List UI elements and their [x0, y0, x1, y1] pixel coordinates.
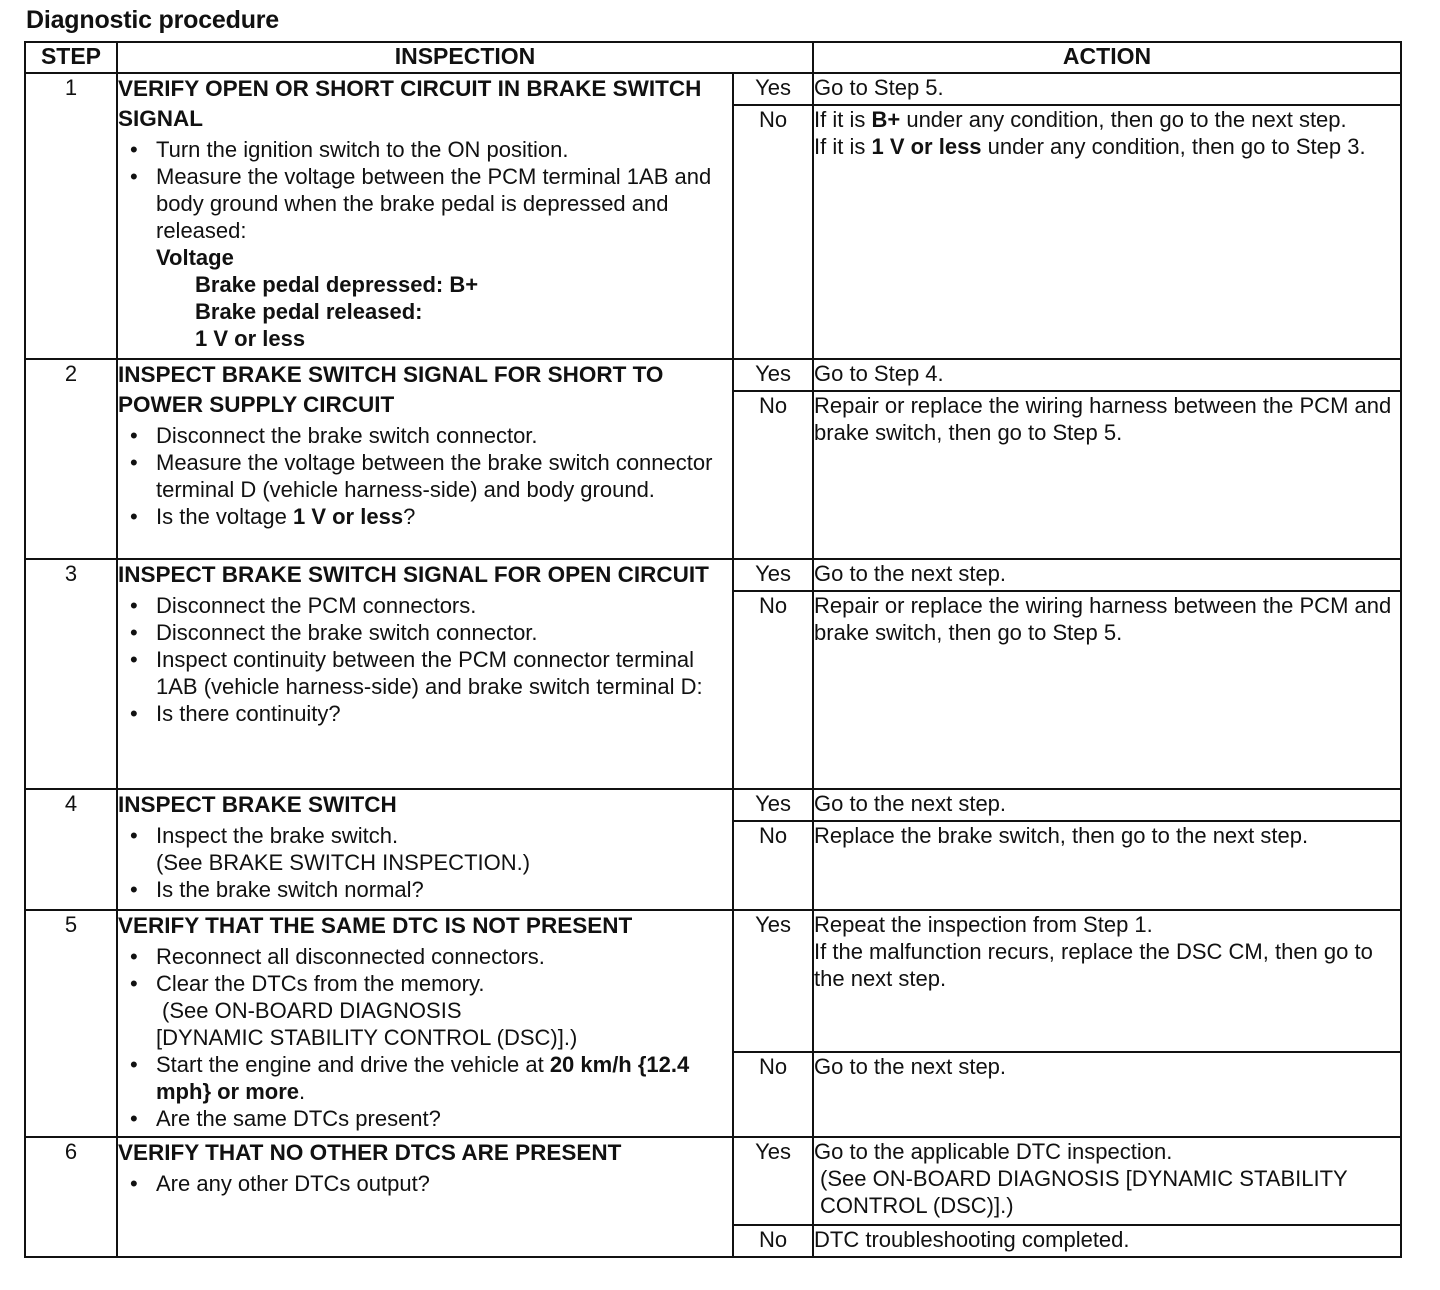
step-1-spec-depressed: Brake pedal depressed: B+ — [195, 272, 479, 297]
step-6-no-label: No — [733, 1225, 813, 1257]
list-item: • Is the brake switch normal? — [118, 876, 732, 903]
step-6-bullets — [118, 1170, 732, 1197]
step-5-yes-row — [25, 910, 1401, 1052]
step-3-no-action: Repair or replace the wiring harness between the PCM and brake switch, then go to Step 5. — [813, 591, 1401, 789]
step-1-no-action-line-2: If it is 1 V or less under any condition, then go to Step 3. — [814, 134, 1366, 159]
list-item: • Are any other DTCs output? — [118, 1170, 732, 1197]
step-2-no-action: Repair or replace the wiring harness between the PCM and brake switch, then go to Step 5. — [813, 391, 1401, 559]
step-5-bullets — [118, 943, 732, 1132]
step-4-inspection — [117, 789, 733, 910]
step-1-number: 1 — [25, 73, 117, 359]
list-item: • Disconnect the brake switch connector. — [118, 422, 732, 449]
list-item: • Inspect the brake switch. (See BRAKE SWITCH INSPECTION.) — [118, 822, 732, 876]
step-2-no-label: No — [733, 391, 813, 559]
step-2-yes-label: Yes — [733, 359, 813, 391]
list-item: • Start the engine and drive the vehicle at 20 km/h {12.4 mph} or more. — [118, 1051, 732, 1105]
step-4-yes-label: Yes — [733, 789, 813, 821]
step-6-number: 6 — [25, 1137, 117, 1257]
step-2-yes-row — [25, 359, 1401, 391]
list-item: • Clear the DTCs from the memory. (See ON-BOARD DIAGNOSIS [DYNAMIC STABILITY CONTROL (DSC)].) — [118, 970, 732, 1051]
page-title: Diagnostic procedure — [26, 6, 279, 34]
step-3-yes-action: Go to the next step. — [813, 559, 1401, 591]
step-5-yes-action: Repeat the inspection from Step 1. If the malfunction recurs, replace the DSC CM, then go to the next step. — [813, 910, 1401, 1052]
header-inspection: INSPECTION — [117, 42, 813, 73]
step-1-spec-label: Voltage — [156, 245, 234, 270]
list-item: • Are the same DTCs present? — [118, 1105, 732, 1132]
step-4-title: INSPECT BRAKE SWITCH — [118, 792, 397, 817]
step-2-title: INSPECT BRAKE SWITCH SIGNAL FOR SHORT TO POWER SUPPLY CIRCUIT — [118, 362, 664, 417]
step-1-yes-action: Go to Step 5. — [813, 73, 1401, 105]
list-item: • Is the voltage 1 V or less? — [118, 503, 732, 530]
step-5-yes-label: Yes — [733, 910, 813, 1052]
step-1-inspection — [117, 73, 733, 359]
step-5-inspection — [117, 910, 733, 1137]
step-6-yes-row — [25, 1137, 1401, 1225]
list-item: • Turn the ignition switch to the ON position. — [118, 136, 732, 163]
step-1-spec-released-value: 1 V or less — [195, 326, 306, 351]
step-1-yes-row — [25, 73, 1401, 105]
step-5-no-label: No — [733, 1052, 813, 1137]
step-2-number: 2 — [25, 359, 117, 559]
step-4-no-label: No — [733, 821, 813, 910]
step-2-bullets — [118, 422, 732, 530]
step-3-title: INSPECT BRAKE SWITCH SIGNAL FOR OPEN CIRCUIT — [118, 562, 709, 587]
step-6-inspection — [117, 1137, 733, 1257]
step-3-number: 3 — [25, 559, 117, 789]
list-item: • Inspect continuity between the PCM connector terminal 1AB (vehicle harness-side) and brake switch terminal D: — [118, 646, 732, 700]
header-action: ACTION — [813, 42, 1401, 73]
list-item: • Reconnect all disconnected connectors. — [118, 943, 732, 970]
header-step: STEP — [25, 42, 117, 73]
list-item: • Measure the voltage between the PCM terminal 1AB and body ground when the brake pedal is depressed and released: — [118, 163, 732, 244]
step-4-yes-row — [25, 789, 1401, 821]
step-6-no-action: DTC troubleshooting completed. — [813, 1225, 1401, 1257]
step-6-title: VERIFY THAT NO OTHER DTCS ARE PRESENT — [118, 1140, 622, 1165]
step-1-spec-released: Brake pedal released: — [195, 299, 423, 324]
list-item: • Is there continuity? — [118, 700, 732, 727]
step-5-no-action: Go to the next step. — [813, 1052, 1401, 1137]
step-1-no-action — [813, 105, 1401, 359]
step-2-inspection — [117, 359, 733, 559]
step-3-no-label: No — [733, 591, 813, 789]
step-3-bullets — [118, 592, 732, 727]
step-3-yes-label: Yes — [733, 559, 813, 591]
step-1-title: VERIFY OPEN OR SHORT CIRCUIT IN BRAKE SWITCH SIGNAL — [118, 76, 702, 131]
list-item: • Disconnect the brake switch connector. — [118, 619, 732, 646]
step-5-title: VERIFY THAT THE SAME DTC IS NOT PRESENT — [118, 913, 633, 938]
step-4-bullets — [118, 822, 732, 903]
step-1-no-label: No — [733, 105, 813, 359]
step-4-yes-action: Go to the next step. — [813, 789, 1401, 821]
step-1-no-action-line-1: If it is B+ under any condition, then go to the next step. — [814, 107, 1347, 132]
step-6-yes-label: Yes — [733, 1137, 813, 1225]
step-4-no-action: Replace the brake switch, then go to the next step. — [813, 821, 1401, 910]
step-1-bullets — [118, 136, 732, 244]
step-4-number: 4 — [25, 789, 117, 910]
step-5-number: 5 — [25, 910, 117, 1137]
header-row — [25, 42, 1401, 73]
list-item: • Measure the voltage between the brake switch connector terminal D (vehicle harness-side) and body ground. — [118, 449, 732, 503]
step-3-yes-row — [25, 559, 1401, 591]
list-item: • Disconnect the PCM connectors. — [118, 592, 732, 619]
step-6-yes-action: Go to the applicable DTC inspection. (See ON-BOARD DIAGNOSIS [DYNAMIC STABILITY CONTROL (DSC)].) — [813, 1137, 1401, 1225]
diagnostic-procedure-table — [24, 41, 1402, 1258]
step-3-inspection — [117, 559, 733, 789]
step-2-yes-action: Go to Step 4. — [813, 359, 1401, 391]
step-1-yes-label: Yes — [733, 73, 813, 105]
